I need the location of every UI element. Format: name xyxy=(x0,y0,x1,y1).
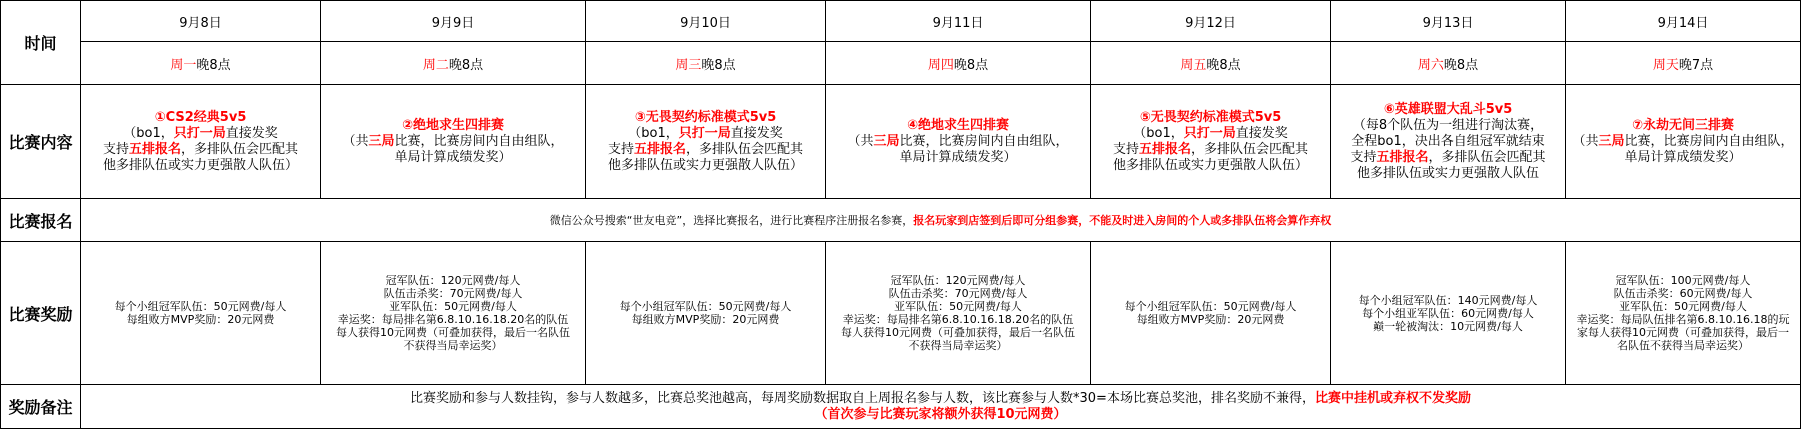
reward-cell xyxy=(1091,242,1331,385)
desc-text: 支持 xyxy=(102,141,129,157)
day-date: 9月13日 xyxy=(1331,1,1566,42)
day-date: 9月8日 xyxy=(81,1,321,42)
game-desc-line xyxy=(1333,166,1563,182)
registration-info xyxy=(81,199,1801,242)
weekday: 周二 xyxy=(422,57,449,73)
reward-line: 每个小组冠军队伍：50元网费/每人 xyxy=(619,300,792,313)
desc-text: ，多排队伍会匹配其 xyxy=(181,141,299,157)
desc-text: （bo1， xyxy=(1133,125,1184,141)
highlight-text: 五排报名 xyxy=(1138,141,1191,157)
start-time: 晚8点 xyxy=(1443,57,1479,73)
highlight-text: 五排报名 xyxy=(128,141,181,157)
desc-text: 直接发奖 xyxy=(225,125,278,141)
highlight-text: 只打一局 xyxy=(1183,125,1236,141)
game-desc-line xyxy=(83,126,318,142)
desc-text: （共 xyxy=(342,133,369,149)
game-content-cell xyxy=(586,85,826,199)
game-title: ⑥英雄联盟大乱斗5v5 xyxy=(1383,101,1513,117)
start-time: 晚8点 xyxy=(448,57,484,73)
reward-cell xyxy=(826,242,1091,385)
reward-line: 每组败方MVP奖励：20元网费 xyxy=(631,313,780,326)
desc-text: 单局计算成绩发奖） xyxy=(899,149,1017,165)
game-desc-line xyxy=(588,158,823,174)
desc-text: （bo1， xyxy=(628,125,679,141)
reward-row-label: 比赛奖励 xyxy=(1,242,81,385)
game-content-cell xyxy=(1566,85,1801,199)
weekday: 周四 xyxy=(927,57,954,73)
highlight-text: 只打一局 xyxy=(678,125,731,141)
reward-line: 队伍击杀奖：60元网费/每人 xyxy=(1613,287,1753,300)
reward-line: 每人获得10元网费（可叠加获得，最后一名队伍 xyxy=(336,326,570,339)
reward-line: 每个小组冠军队伍：50元网费/每人 xyxy=(114,300,287,313)
desc-text: 他多排队伍或实力更强散人队伍） xyxy=(1112,157,1308,173)
reward-line: 冠军队伍：100元网费/每人 xyxy=(1615,274,1751,287)
date-row xyxy=(1,1,1801,42)
game-desc-line xyxy=(323,150,583,166)
registration-text: 微信公众号搜索“世友电竞”，选择比赛报名，进行比赛程序注册报名参赛， xyxy=(549,214,914,227)
game-desc-line xyxy=(1093,158,1328,174)
game-desc-line xyxy=(588,126,823,142)
content-row xyxy=(1,85,1801,199)
registration-row xyxy=(1,199,1801,242)
reward-note xyxy=(81,385,1801,429)
desc-text: 他多排队伍或实力更强散人队伍 xyxy=(1356,165,1539,181)
start-time: 晚7点 xyxy=(1678,57,1714,73)
highlight-text: 三局 xyxy=(368,133,395,149)
game-title: ⑦永劫无间三排赛 xyxy=(1631,117,1734,133)
reward-line: 幸运奖：每局排名第6.8.10.16.18.20名的队伍 xyxy=(842,313,1074,326)
desc-text: （每8个队伍为一组进行淘汰赛， xyxy=(1352,117,1544,133)
reward-cell xyxy=(321,242,586,385)
reward-line: 亚军队伍：50元网费/每人 xyxy=(1619,300,1747,313)
game-desc-line xyxy=(1093,126,1328,142)
highlight-text: 三局 xyxy=(873,133,900,149)
game-desc-line xyxy=(323,134,583,150)
highlight-text: 五排报名 xyxy=(633,141,686,157)
game-desc-line xyxy=(1333,118,1563,134)
day-date: 9月11日 xyxy=(826,1,1091,42)
weekday: 周五 xyxy=(1180,57,1207,73)
game-desc-line xyxy=(1093,142,1328,158)
game-desc-line xyxy=(83,158,318,174)
day-date: 9月14日 xyxy=(1566,1,1801,42)
start-time: 晚8点 xyxy=(701,57,736,73)
game-title: ④绝地求生四排赛 xyxy=(906,117,1009,133)
desc-text: 支持 xyxy=(1350,149,1377,165)
start-time: 晚8点 xyxy=(196,57,231,73)
highlight-text: 五排报名 xyxy=(1376,149,1429,165)
reward-line: 每个小组冠军队伍：140元网费/每人 xyxy=(1358,293,1538,307)
reward-line: 名队伍不获得当局幸运奖） xyxy=(1617,339,1749,352)
game-desc-line xyxy=(1333,134,1563,150)
reward-line: 每组败方MVP奖励：20元网费 xyxy=(126,313,275,326)
game-desc-line xyxy=(83,142,318,158)
reward-line: 队伍击杀奖：70元网费/每人 xyxy=(888,287,1028,300)
reward-line: 家每人获得10元网费（可叠加获得，最后一 xyxy=(1577,326,1789,339)
reward-cell xyxy=(1566,242,1801,385)
desc-text: （共 xyxy=(847,133,874,149)
reward-line: 不获得当局幸运奖） xyxy=(908,339,1008,352)
reward-cell xyxy=(81,242,321,385)
desc-text: ，多排队伍会匹配其 xyxy=(1428,149,1546,165)
desc-text: 比赛，比赛房间内自由组队， xyxy=(394,133,564,149)
start-time: 晚8点 xyxy=(953,57,989,73)
reward-line: 每人获得10元网费（可叠加获得，最后一名队伍 xyxy=(841,326,1075,339)
desc-text: （bo1， xyxy=(123,125,174,141)
reward-line: 幸运奖：每局排名第6.8.10.16.18.20名的队伍 xyxy=(337,313,569,326)
desc-text: 比赛，比赛房间内自由组队， xyxy=(1624,133,1794,149)
reward-line: 冠军队伍：120元网费/每人 xyxy=(890,274,1026,287)
desc-text: 他多排队伍或实力更强散人队伍） xyxy=(102,157,298,173)
time-row-label: 时间 xyxy=(1,1,81,85)
game-desc-line xyxy=(1568,134,1798,150)
weekday: 周天 xyxy=(1652,57,1679,73)
game-content-cell xyxy=(1091,85,1331,199)
desc-text: 支持 xyxy=(1112,141,1139,157)
desc-text: 直接发奖 xyxy=(1235,125,1288,141)
reward-cell xyxy=(586,242,826,385)
game-desc-line xyxy=(828,134,1088,150)
reward-line: 每个小组亚军队伍：60元网费/每人 xyxy=(1362,306,1534,320)
desc-text: 比赛，比赛房间内自由组队， xyxy=(899,133,1069,149)
weekday: 周三 xyxy=(675,57,702,73)
reward-line: 每个小组冠军队伍：50元网费/每人 xyxy=(1124,300,1297,313)
note-line-1 xyxy=(83,391,1798,407)
game-desc-line xyxy=(1568,150,1798,166)
note-row-label: 奖励备注 xyxy=(1,385,81,429)
desc-text: 单局计算成绩发奖） xyxy=(394,149,512,165)
registration-warning: 报名玩家到店签到后即可分组参赛，不能及时进入房间的个人或多排队伍将会算作弃权 xyxy=(913,214,1332,227)
day-time xyxy=(586,42,826,85)
content-row-label: 比赛内容 xyxy=(1,85,81,199)
reward-line: 每组败方MVP奖励：20元网费 xyxy=(1136,313,1285,326)
day-time xyxy=(826,42,1091,85)
desc-text: 全程bo1，决出各自组冠军就结束 xyxy=(1351,133,1545,149)
desc-text: 单局计算成绩发奖） xyxy=(1624,149,1742,165)
registration-row-label: 比赛报名 xyxy=(1,199,81,242)
reward-line: 亚军队伍：50元网费/每人 xyxy=(389,300,517,313)
day-time xyxy=(321,42,586,85)
day-date: 9月12日 xyxy=(1091,1,1331,42)
weekday: 周六 xyxy=(1417,57,1444,73)
time-row xyxy=(1,42,1801,85)
game-title: ②绝地求生四排赛 xyxy=(401,117,504,133)
desc-text: 他多排队伍或实力更强散人队伍） xyxy=(607,157,803,173)
game-content-cell xyxy=(1331,85,1566,199)
game-title: ③无畏契约标准模式5v5 xyxy=(634,109,777,125)
game-title: ⑤无畏契约标准模式5v5 xyxy=(1139,109,1282,125)
note-row xyxy=(1,385,1801,429)
reward-line: 冠军队伍：120元网费/每人 xyxy=(385,274,521,287)
game-desc-line xyxy=(588,142,823,158)
game-content-cell xyxy=(321,85,586,199)
day-time xyxy=(1566,42,1801,85)
highlight-text: 三局 xyxy=(1598,133,1625,149)
reward-line: 不获得当局幸运奖） xyxy=(403,339,503,352)
day-time xyxy=(1091,42,1331,85)
desc-text: （共 xyxy=(1572,133,1599,149)
note-bonus: （首次参与比赛玩家将额外获得10元网费） xyxy=(814,406,1067,422)
desc-text: ，多排队伍会匹配其 xyxy=(686,141,804,157)
highlight-text: 只打一局 xyxy=(173,125,226,141)
game-title: ①CS2经典5v5 xyxy=(154,109,247,125)
game-content-cell xyxy=(81,85,321,199)
reward-line: 队伍击杀奖：70元网费/每人 xyxy=(383,287,523,300)
reward-row xyxy=(1,242,1801,385)
reward-line: 巅一轮被淘汰：10元网费/每人 xyxy=(1373,319,1523,333)
desc-text: 支持 xyxy=(607,141,634,157)
desc-text: 直接发奖 xyxy=(730,125,783,141)
desc-text: ，多排队伍会匹配其 xyxy=(1191,141,1309,157)
day-time xyxy=(81,42,321,85)
game-desc-line xyxy=(1333,150,1563,166)
note-text: 比赛奖励和参与人数挂钩，参与人数越多，比赛总奖池越高，每周奖励数据取自上周报名参与人数，该比赛参与人数*30=本场比赛总奖池，排名奖励不兼得， xyxy=(410,390,1315,406)
note-warning: 比赛中挂机或弃权不发奖励 xyxy=(1314,390,1471,406)
day-date: 9月9日 xyxy=(321,1,586,42)
game-desc-line xyxy=(828,150,1088,166)
day-date: 9月10日 xyxy=(586,1,826,42)
weekday: 周一 xyxy=(170,57,197,73)
reward-line: 亚军队伍：50元网费/每人 xyxy=(894,300,1022,313)
day-time xyxy=(1331,42,1566,85)
game-content-cell xyxy=(826,85,1091,199)
start-time: 晚8点 xyxy=(1206,57,1241,73)
reward-cell xyxy=(1331,242,1566,385)
reward-line: 幸运奖：每局队伍排名第6.8.10.16.18的玩 xyxy=(1576,313,1790,326)
